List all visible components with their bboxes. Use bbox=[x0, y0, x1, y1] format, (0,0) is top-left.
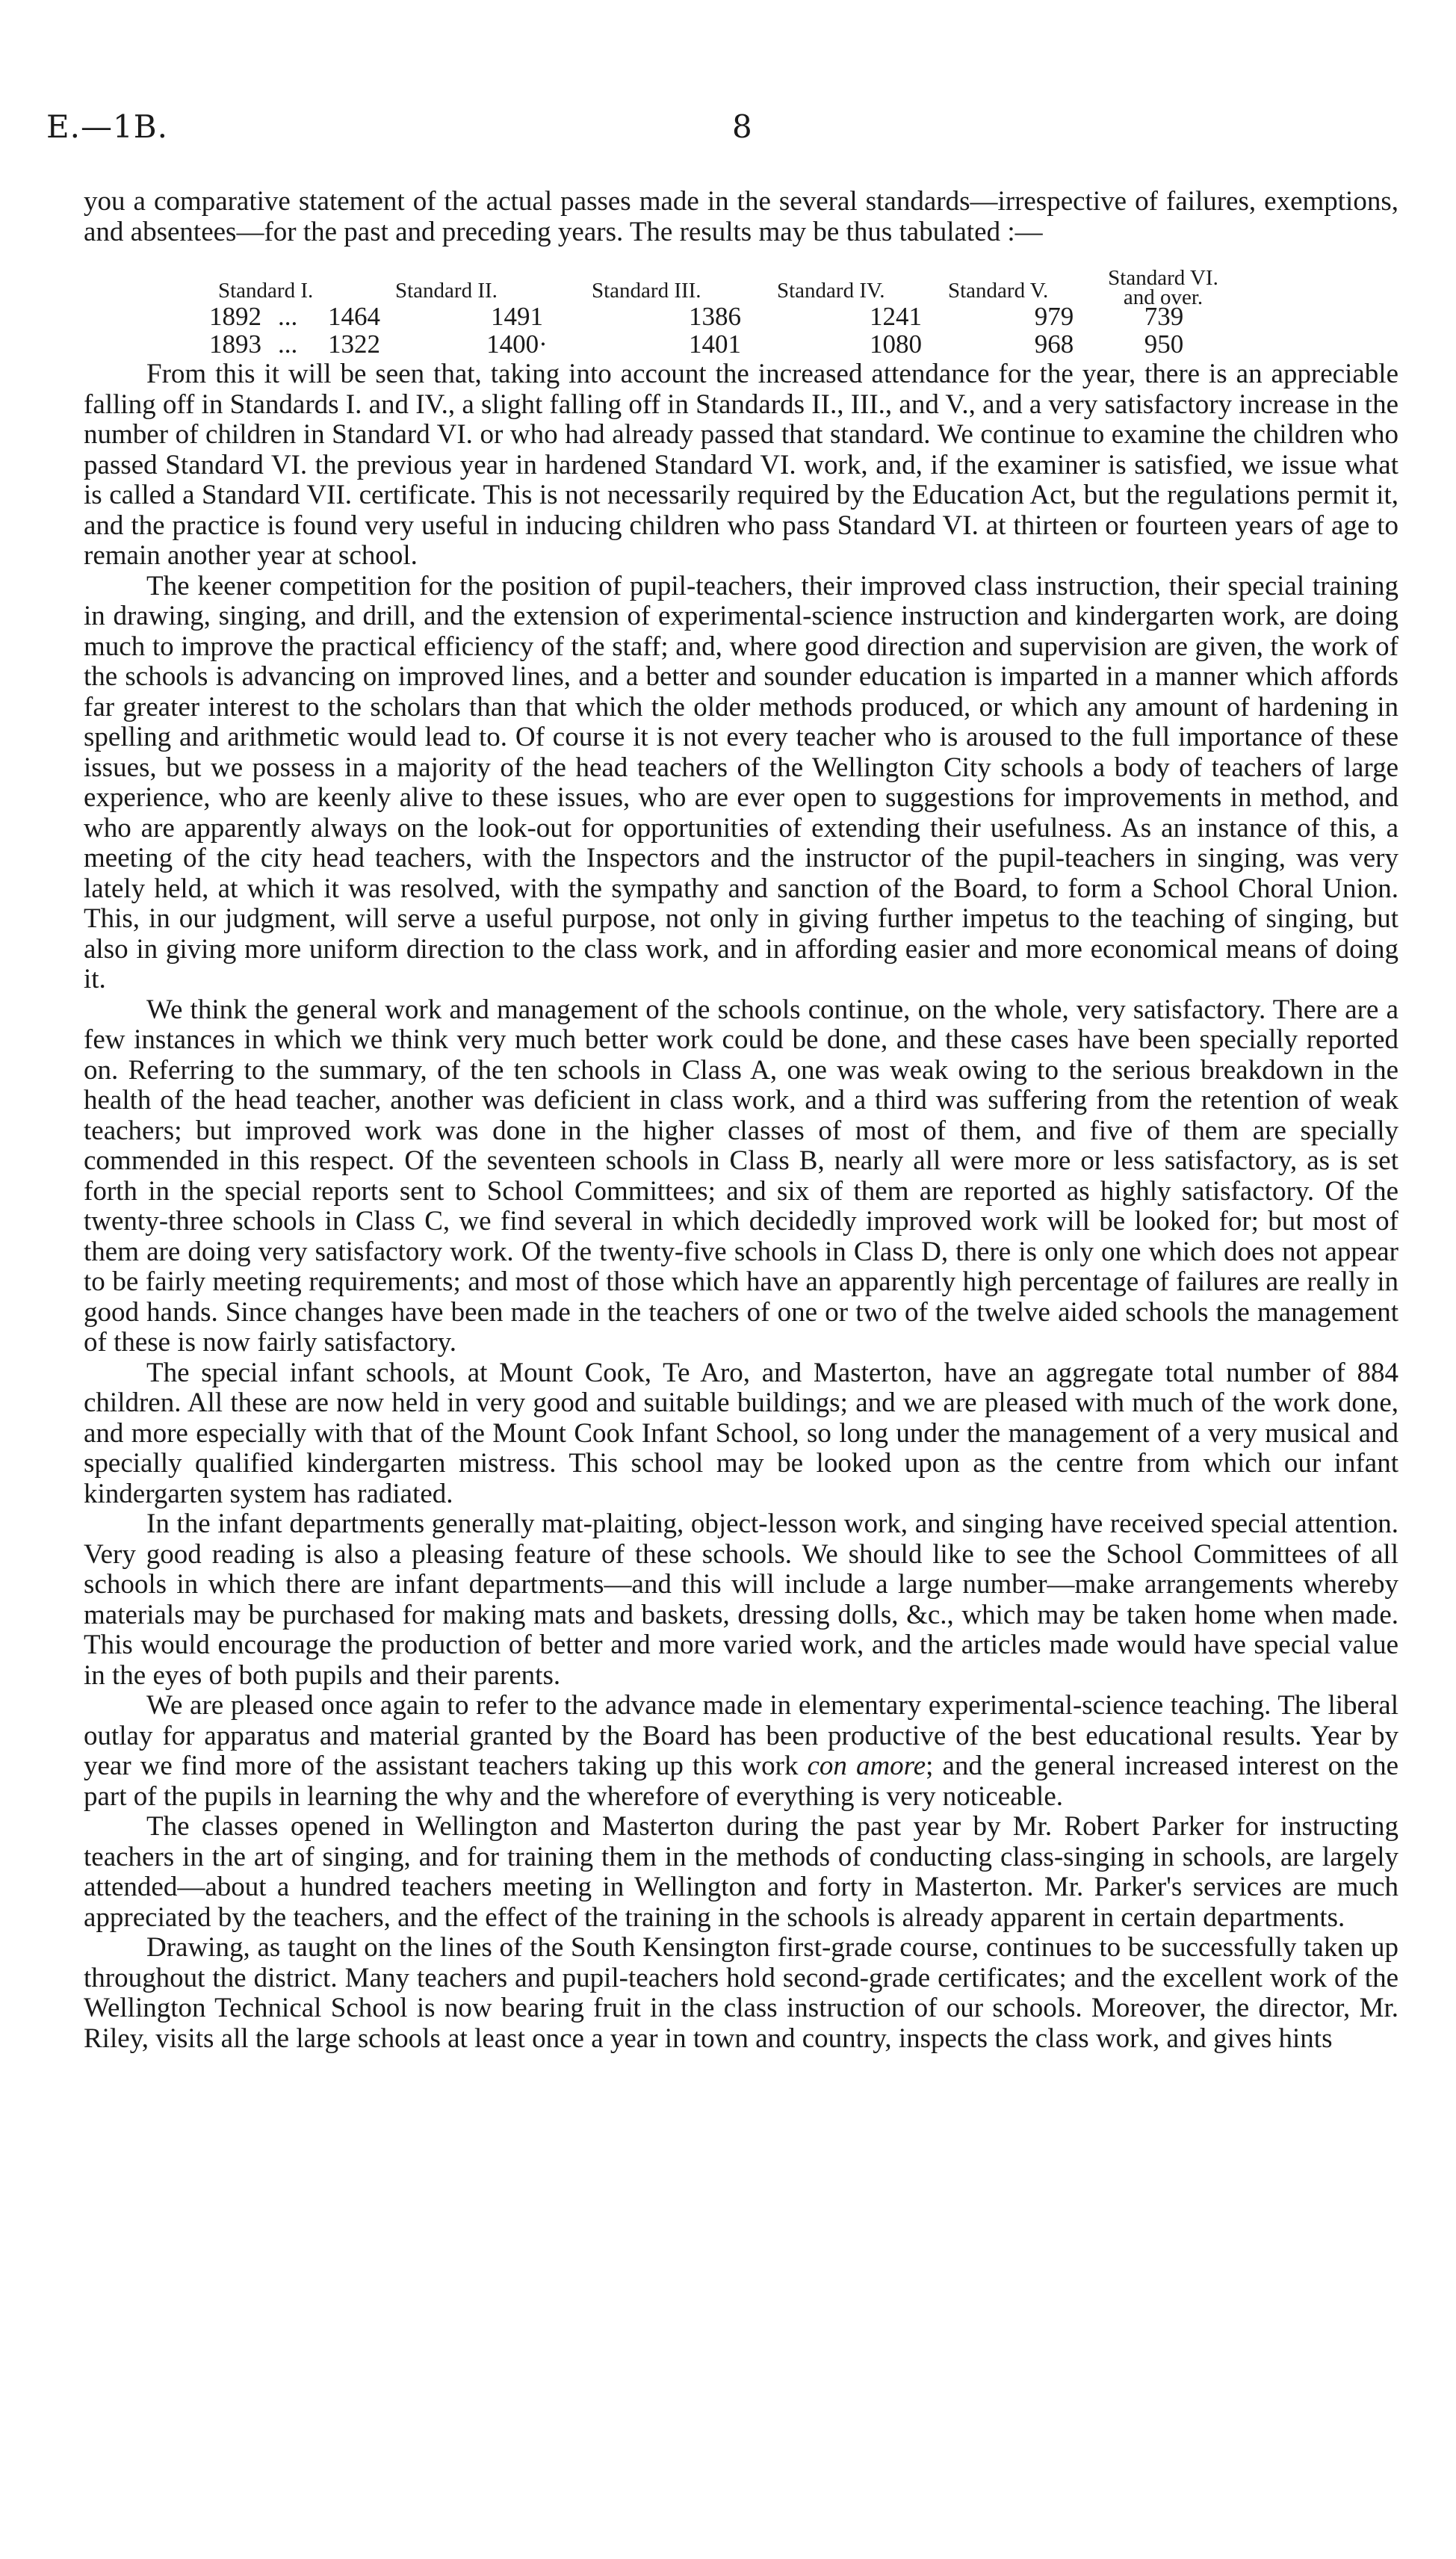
cell-1893-standard-3: 1401 bbox=[689, 329, 741, 359]
cell-1892-standard-2: 1491 bbox=[491, 302, 543, 331]
cell-1892-standard-5: 979 bbox=[1034, 302, 1074, 331]
column-header-standard-3: Standard III. bbox=[592, 279, 701, 303]
cell-1893-standard-1: 1322 bbox=[328, 329, 380, 359]
column-header-standard-5: Standard V. bbox=[948, 279, 1049, 303]
column-header-standard-1: Standard I. bbox=[218, 279, 314, 303]
paragraph-standards-results: From this it will be seen that, taking into account the increased attendance for the year, there is an appreciable falling off in Standards I. and IV., a slight falling off in Standards II., III., and V., and a very satisfactory increase in the number of children in Standard VI. or who had already passed that standard. We continue to examine the children who passed Standard VI. the previous year in hardened Standard VI. work, and, if the examiner is satisfied, we issue what is called a Standard VII. certificate. This is not necessarily required by the Education Act, but the regulations permit it, and the practice is found very useful in inducing children who pass Standard VI. at thirteen or fourteen years of age to remain another year at school. bbox=[84, 359, 1398, 571]
document-reference: E.—1B. bbox=[46, 108, 168, 145]
paragraph-infant-departments: In the infant departments generally mat-plaiting, object-lesson work, and singing have received special attention. Very good reading is also a pleasing feature of these schools. We should like to see the School Committees of all schools in which there are infant departments—and this will include a large number—make arrangements whereby materials may be purchased for making mats and baskets, dressing dolls, &c., which may be taken home when made. This would encourage the production of better and more varied work, and the articles made would have special value in the eyes of both pupils and their parents. bbox=[84, 1509, 1398, 1691]
row-leader-1893: ... bbox=[278, 329, 298, 359]
cell-1892-standard-3: 1386 bbox=[689, 302, 741, 331]
cell-1892-standard-1: 1464 bbox=[328, 302, 380, 331]
page-header bbox=[46, 108, 1421, 153]
row-year-1892: 1892 bbox=[209, 302, 261, 331]
cell-1893-standard-2: 1400· bbox=[486, 329, 548, 359]
page-body bbox=[84, 187, 1398, 2054]
column-header-standard-6-line2: and over. bbox=[1123, 285, 1203, 309]
science-text-start: We are pleased once again to refer to the advance made in elementary experimental-science teaching. The liberal outlay for apparatus and material granted by the Board has been productive of the best educational results. Year by year we find more of the assistant teachers taking up this work bbox=[84, 1690, 1398, 1781]
cell-1892-standard-4: 1241 bbox=[870, 302, 922, 331]
column-header-standard-4: Standard IV. bbox=[777, 279, 885, 303]
science-text-end: ; and the general increased interest on the part of the pupils in learning the why and the wherefore of everything is very noticeable. bbox=[84, 1751, 1398, 1812]
cell-1893-standard-6: 950 bbox=[1144, 329, 1184, 359]
intro-paragraph: you a comparative statement of the actual passes made in the several standards—irrespective of failures, exemptions, and absentees—for the past and preceding years. The results may be thus tabulated :— bbox=[84, 186, 1398, 247]
cell-1892-standard-6: 739 bbox=[1144, 302, 1184, 331]
cell-1893-standard-5: 968 bbox=[1034, 329, 1074, 359]
science-text-italic: con amore bbox=[807, 1751, 926, 1781]
paragraph-experimental-science bbox=[84, 1691, 1398, 1812]
paragraph-drawing: Drawing, as taught on the lines of the South Kensington first-grade course, continues to be successfully taken up throughout the district. Many teachers and pupil-teachers hold second-grade certificates; and the excellent work of the Wellington Technical School is now bearing fruit in the class instruction of our schools. Moreover, the director, Mr. Riley, visits all the large schools at least once a year in town and country, inspects the class work, and gives hints bbox=[84, 1932, 1398, 2054]
column-header-standard-2: Standard II. bbox=[395, 279, 498, 303]
column-header-standard-6-line1: Standard VI. bbox=[1108, 266, 1218, 290]
standards-passes-table bbox=[84, 252, 1398, 359]
paragraph-infant-schools: The special infant schools, at Mount Cook, Te Aro, and Masterton, have an aggregate total number of 884 children. All these are now held in very good and suitable buildings; and we are pleased with much of the work done, and more especially with that of the Mount Cook Infant School, so long under the management of a very musical and specially qualified kindergarten mistress. This school may be looked upon as the centre from which our infant kindergarten system has radiated. bbox=[84, 1357, 1398, 1509]
row-leader-1892: ... bbox=[278, 302, 298, 331]
paragraph-singing-classes: The classes opened in Wellington and Masterton during the past year by Mr. Robert Parker for instructing teachers in the art of singing, and for training them in the methods of conducting class-singing in schools, are largely attended—about a hundred teachers meeting in Wellington and forty in Masterton. Mr. Parker's services are much appreciated by the teachers, and the effect of the training in the schools is already apparent in certain departments. bbox=[84, 1811, 1398, 1933]
paragraph-school-management: We think the general work and management of the schools continue, on the whole, very satisfactory. There are a few instances in which we think very much better work could be done, and these cases have been specially reported on. Referring to the summary, of the ten schools in Class A, one was weak owing to the serious breakdown in the health of the head teacher, another was deficient in class work, and a third was suffering from the retention of weak teachers; but improved work was done in the higher classes of most of them, and five of them are specially commended in this respect. Of the seventeen schools in Class B, nearly all were more or less satisfactory, as is set forth in the special reports sent to School Committees; and six of them are reported as highly satisfactory. Of the twenty-three schools in Class C, we find several in which decidedly improved work will be looked for; but most of them are doing very satisfactory work. Of the twenty-five schools in Class D, there is only one which does not appear to be fairly meeting requirements; and most of those which have an apparently high percentage of failures are really in good hands. Since changes have been made in the teachers of one or two of the twelve aided schools the management of these is now fairly satisfactory. bbox=[84, 994, 1398, 1358]
row-year-1893: 1893 bbox=[209, 329, 261, 359]
cell-1893-standard-4: 1080 bbox=[870, 329, 922, 359]
page-number: 8 bbox=[732, 108, 752, 145]
paragraph-pupil-teachers: The keener competition for the position of pupil-teachers, their improved class instruction, their special training in drawing, singing, and drill, and the extension of experimental-science instruction and kindergarten work, are doing much to improve the practical efficiency of the staff; and, where good direction and supervision are given, the work of the schools is advancing on improved lines, and a better and sounder education is imparted in a manner which affords far greater interest to the scholars than that which the older methods produced, or which any amount of hardening in spelling and arithmetic would lead to. Of course it is not every teacher who is aroused to the full importance of these issues, but we possess in a majority of the head teachers of the Wellington City schools a body of teachers of large experience, who are keenly alive to these issues, who are ever open to suggestions for improvements in method, and who are apparently always on the look-out for opportunities of extending their usefulness. As an instance of this, a meeting of the city head teachers, with the Inspectors and the instructor of the pupil-teachers in singing, was very lately held, at which it was resolved, with the sympathy and sanction of the Board, to form a School Choral Union. This, in our judgment, will serve a useful purpose, not only in giving further impetus to the teaching of singing, but also in giving more uniform direction to the class work, and in affording easier and more economical means of doing it. bbox=[84, 570, 1398, 994]
